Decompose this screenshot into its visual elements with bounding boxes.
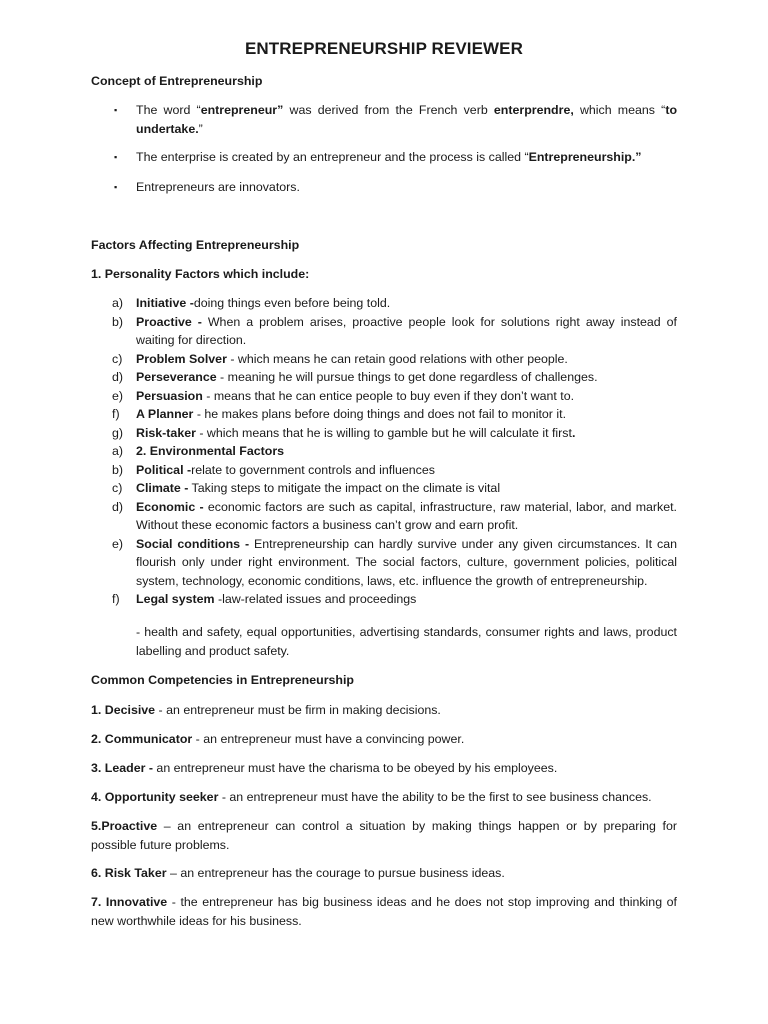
competency-item: 7. Innovative - the entrepreneur has big business ideas and he does not stop improving and thinking of new worthwhile ideas for his business. — [91, 895, 677, 928]
factors-heading: Factors Affecting Entrepreneurship — [91, 238, 300, 252]
concept-bullet-1 — [91, 101, 677, 138]
list-item: e) Persuasion - means that he can entice people to buy even if they don’t want to. — [112, 388, 575, 403]
concept-bullet-3-text: Entrepreneurs are innovators. — [136, 180, 300, 194]
concept-heading: Concept of Entrepreneurship — [91, 74, 263, 88]
factors-list — [91, 294, 677, 609]
competency-item: 3. Leader - an entrepreneur must have the charisma to be obeyed by his employees. — [91, 761, 558, 775]
concept-bullet-2-text: The enterprise is created by an entrepreneur and the process is called “Entrepreneurship.” — [136, 150, 642, 164]
list-item: b) Proactive - When a problem arises, proactive people look for solutions right away instead of waiting for direction. — [112, 314, 677, 347]
environmental-factors-heading: a) 2. Environmental Factors — [112, 444, 285, 458]
list-item: a) Initiative -doing things even before being told. — [112, 296, 391, 310]
list-item: g) Risk-taker - which means that he is willing to gamble but he will calculate it first. — [112, 425, 576, 440]
list-item: c) Climate - Taking steps to mitigate the impact on the climate is vital — [112, 481, 501, 495]
list-item: d) Perseverance - meaning he will pursue things to get done regardless of challenges. — [112, 370, 598, 384]
concept-bullet-1-text: The word “entrepreneur” was derived from the French verb enterprendre, which means “to undertake.” — [136, 103, 678, 136]
concept-bullet-2 — [91, 148, 677, 167]
list-item: b) Political -relate to government controls and influences — [112, 462, 435, 477]
legal-system-note: - health and safety, equal opportunities, advertising standards, consumer rights and laws, product labelling and product safety. — [136, 625, 677, 658]
list-item: c) Problem Solver - which means he can retain good relations with other people. — [112, 351, 568, 366]
list-item: d) Economic - economic factors are such as capital, infrastructure, raw material, labor, and market. Without these economic factors a business can’t grow and earn profit. — [112, 499, 678, 532]
bullet-icon: ▪ — [114, 182, 118, 192]
list-item: e) Social conditions - Entrepreneurship can hardly survive under any given circumstances. It can flourish only under right environment. The social factors, culture, government policies, political system, technology, economic conditions, laws, etc. influence the growth of entrepreneurship. — [112, 536, 677, 588]
bullet-icon: ▪ — [114, 105, 118, 115]
competency-item: 2. Communicator - an entrepreneur must have a convincing power. — [91, 732, 465, 746]
competency-item: 6. Risk Taker – an entrepreneur has the courage to pursue business ideas. — [91, 866, 505, 880]
list-item: f) Legal system -law-related issues and proceedings — [112, 592, 417, 606]
competency-item: 1. Decisive - an entrepreneur must be firm in making decisions. — [91, 703, 441, 717]
personality-factors-heading: 1. Personality Factors which include: — [91, 267, 310, 281]
document-title: ENTREPRENEURSHIP REVIEWER — [244, 39, 523, 58]
bullet-icon: ▪ — [114, 152, 118, 162]
competencies-heading: Common Competencies in Entrepreneurship — [91, 673, 354, 687]
list-item: f) A Planner - he makes plans before doing things and does not fail to monitor it. — [112, 407, 567, 421]
concept-bullet-3 — [91, 178, 677, 197]
competency-item: 5.Proactive – an entrepreneur can control a situation by making things happen or by preparing for possible future problems. — [91, 819, 677, 852]
competency-item: 4. Opportunity seeker - an entrepreneur must have the ability to be the first to see business chances. — [91, 790, 652, 804]
